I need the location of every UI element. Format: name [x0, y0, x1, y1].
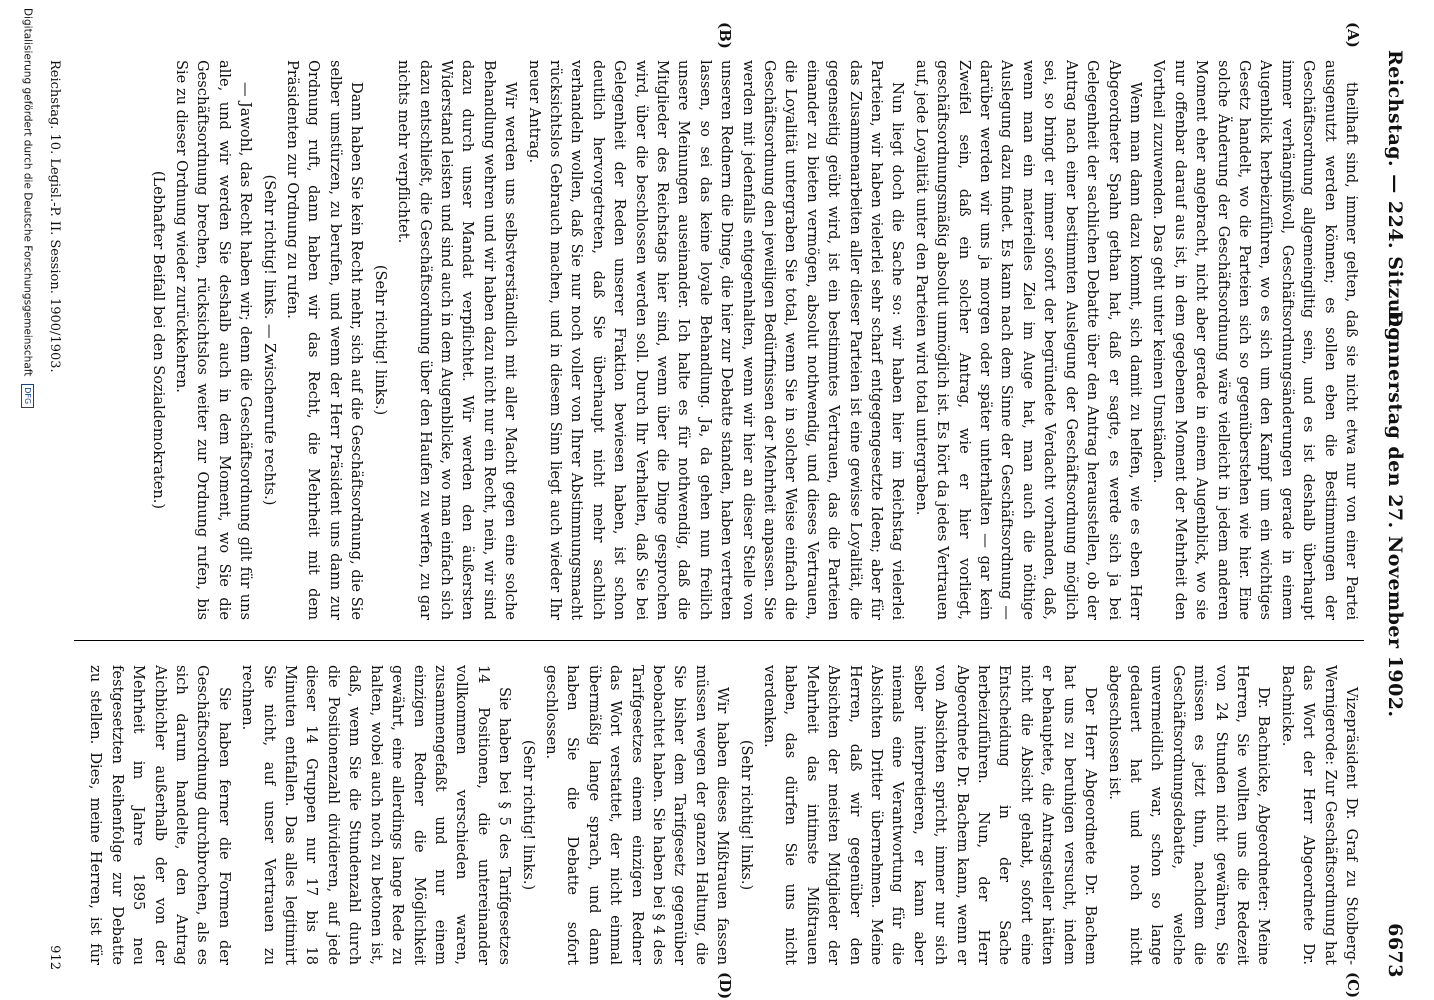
paragraph: — Jawohl, das Recht haben wir; denn die Geschäftsordnung gilt für uns alle, und wir werden Sie deshalb auch in dem Moment, wo Sie die Geschäftsordnung brechen, rücksichtslos weiter zur Ordnung rufen, bis Sie zu dieser Ordnung wieder zurückkehren. — [173, 60, 255, 620]
interjection: (Sehr richtig! links.) — [737, 739, 755, 891]
page-number: 6673 — [1384, 923, 1406, 978]
right-column — [82, 665, 1362, 965]
dfg-logo-icon: DFG — [21, 384, 34, 408]
margin-marker-b: (B) — [716, 22, 734, 49]
header-date: Donnerstag den 27. November 1902. — [1384, 310, 1406, 718]
paragraph: Wir werden uns selbstverständlich mit aller Macht gegen eine solche Behandlung wehren und wir haben dazu nicht nur ein Recht, nein, wir sind dazu durch unser Mandat verpflichtet. Wir werden den äußersten Widerstand leisten und sind auch in dem Augenblicke, wo man einfach sich dazu entschließt, die Geschäftsordnung über den Haufen zu werfen, zu gar nichts mehr verpflichtet. — [395, 60, 520, 620]
interjection: (Sehr richtig! links.) — [371, 264, 389, 416]
paragraph: Wenn man dann dazu kommt, sich damit zu helfen, wie es eben Herr Abgeordneter Spahn gethan hat, daß er sagte, es werde sich ja bei Gelegenheit der sachlichen Debatte über den Antrag herausstellen, ob der Antrag nach einer bestimmten Auslegung der Geschäftsordnung möglich sei, so bringt er immer sofort der begründete Verdacht vorhanden, daß, wenn man ein materielles Ziel im Auge hat, man auch die nöthige Auslegung dazu findet. Es kann nach dem Sinne der Geschäftsordnung — darüber werden wir uns ja morgen oder später unterhalten — gar kein Zweifel sein, daß ein solcher Antrag, wie er hier vorliegt, geschäftsordnungsmäßig absolut unmöglich ist. Es hört da jedes Vertrauen auf, jede Loyalität unter den Parteien wird total untergraben. — [912, 60, 1144, 620]
paragraph: Der Herr Abgeordnete Dr. Bachem hat uns zu beruhigen versucht, indem er behauptete, die Antragsteller hätten nicht die Absicht gehabt, sofort eine Entscheidung in der Sache herbeizuführen. Nun, der Herr Abgeordnete Dr. Bachem kann, wenn er von Absichten spricht, immer nur sich selber interpretieren, er kann aber niemals eine Verantwortung für die Absichten Dritter übernehmen. Meine Herren, daß wir gegenüber den Absichten der meisten Mitglieder der Mehrheit das intimste Mißtrauen haben, das dürfen Sie uns nicht verdenken. — [761, 665, 1100, 965]
credit-text: Digitalisierung gefördert durch die Deutsche Forschungsgemeinschaft — [21, 8, 34, 377]
paragraph: Dr. Bachnicke, Abgeordneter: Meine Herren, Sie wollten uns die Redezeit von 24 Stunden nicht gewähren, Sie müssen es jetzt thun, nachdem die Geschäftsordnungsdebatte, welche unvermeidlich war, schon so lange gedauert hat und noch nicht abgeschlossen ist. — [1105, 665, 1273, 965]
left-column — [82, 60, 1362, 620]
margin-marker-d: (D) — [716, 972, 734, 1000]
margin-marker-a: (A) — [1344, 22, 1362, 48]
paragraph: Wir haben dieses Mißtrauen fassen müssen wegen der ganzen Haltung, die Sie bisher dem Tarifgesetz gegenüber beobachtet haben. Sie haben bei § 4 des Tarifgesetzes einem einzigen Redner das Wort verstattet, der nicht einmal übermäßig lange sprach, und dann haben Sie die Debatte sofort geschlossen. — [542, 665, 732, 965]
column-divider — [74, 640, 1364, 641]
paragraph: Vizepräsident Dr. Graf zu Stolberg-Wernigerode: Zur Geschäftsordnung hat das Wort der Herr Abgeordnete Dr. Bachnicke. — [1278, 665, 1360, 965]
paragraph: Sie haben ferner die Formen der Geschäftsordnung durchbrochen, als es sich darum handelte, den Antrag Aichbichler außerhalb der von der Mehrheit im Jahre 1895 neu festgesetzten Reihenfolge zur Debatte zu stellen. Dies, meine Herren, ist für — [87, 665, 233, 965]
paragraph: Dann haben Sie kein Recht mehr, sich auf die Geschäftsordnung, die Sie selber umstürzen, zu berufen, und wenn der Herr Präsident uns dann zur Ordnung ruft, dann haben wir das Recht, die Mehrheit mit dem Präsidenten zur Ordnung zu rufen. — [284, 60, 366, 620]
interjection: (Lebhafter Beifall bei den Sozialdemokraten.) — [149, 170, 167, 510]
footer-publication: Reichstag. 10. Legisl.-P. II. Session. 1900/1903. — [47, 60, 62, 373]
interjection: (Sehr richtig! links. — Zwischenrufe rechts.) — [260, 174, 278, 506]
header-left: Reichstag. — 224. Sitzung. — [1384, 50, 1406, 349]
digitization-credit — [21, 8, 34, 408]
paragraph: theilhaft sind, immer gelten, daß sie nicht etwa nur von einer Partei ausgenutzt werden können; es sollen eben die Bestimmungen der Geschäftsordnung allgemeingiltig sein, und es ist deshalb überhaupt immer verhängnißvoll, Geschäftsordnungsänderungen gerade in einem Augenblick herbeizuführen, wo es sich um den Kampf um ein wichtiges Gesetz handelt, wo die Parteien sich so gegenüberstehen wie hier. Eine solche Änderung der Geschäftsordnung wäre vielleicht in jedem anderen Moment eher angebracht, nicht aber gerade in einem Augenblick, wo sie nur offenbar darauf aus ist, in dem gegebenen Moment der Mehrheit den Vortheil zuzuwenden. Das geht unter keinen Umständen. — [1150, 60, 1360, 620]
paragraph: Nun liegt doch die Sache so: wir haben hier im Reichstag vielerlei Parteien, wir haben vielerlei sehr scharf entgegengesetzte Ideen; aber für das Zusammenarbeiten aller dieser Parteien ist eine gewisse Loyalität, die gegenseitig geübt wird, ist ein bestimmtes Vertrauen, das die Parteien einander zu bieten vermögen, absolut nothwendig, und dieses Vertrauen, die Loyalität untergraben Sie total, wenn Sie in solcher Weise einfach die Geschäftsordnung den jeweiligen Bedürfnissen der Mehrheit anpassen. Sie werden mit jedenfalls entgegenhalten, wenn wir hier an dieser Stelle von unseren Rednern die Dinge, die hier zur Debatte standen, haben vertreten lassen, so sei das keine loyale Behandlung. Ja, da gehen nun freilich unsere Meinungen auseinander. Ich halte es für nothwendig, daß die Mitglieder des Reichstags hier sind, wenn über die Dinge gesprochen wird, über die beschlossen werden soll. Durch Ihr Verhalten, daß Sie bei Gelegenheit der Reden unserer Fraktion bewiesen haben, ist schon deutlich hervorgetreten, daß Sie überhaupt nicht mehr sachlich verhandeln wollen, daß Sie nur noch voller von Ihrer Abstimmungsmacht rücksichtslos Gebrauch machen, und in diesem Sinn liegt auch wieder Ihr neuer Antrag. — [525, 60, 907, 620]
interjection: (Sehr richtig! links.) — [519, 739, 537, 891]
paragraph: Sie haben bei § 5 des Tarifgesetzes 14 Positionen, die untereinander vollkommen verschieden waren, zusammengefaßt und nur einem einzigen Redner die Möglichkeit gewährt, eine allerdings lange Rede zu halten, wobei auch noch zu betonen ist, daß, wenn Sie die Stundenzahl durch die Positionenzahl dividieren, auf jede dieser 14 Gruppen nur 17 bis 18 Minuten entfallen. Das alles legitimirt Sie nicht, auf unser Vertrauen zu rechnen. — [239, 665, 514, 965]
page-header — [1376, 50, 1410, 978]
footer-page-number: 912 — [47, 945, 62, 970]
margin-marker-c: (C) — [1344, 972, 1362, 999]
